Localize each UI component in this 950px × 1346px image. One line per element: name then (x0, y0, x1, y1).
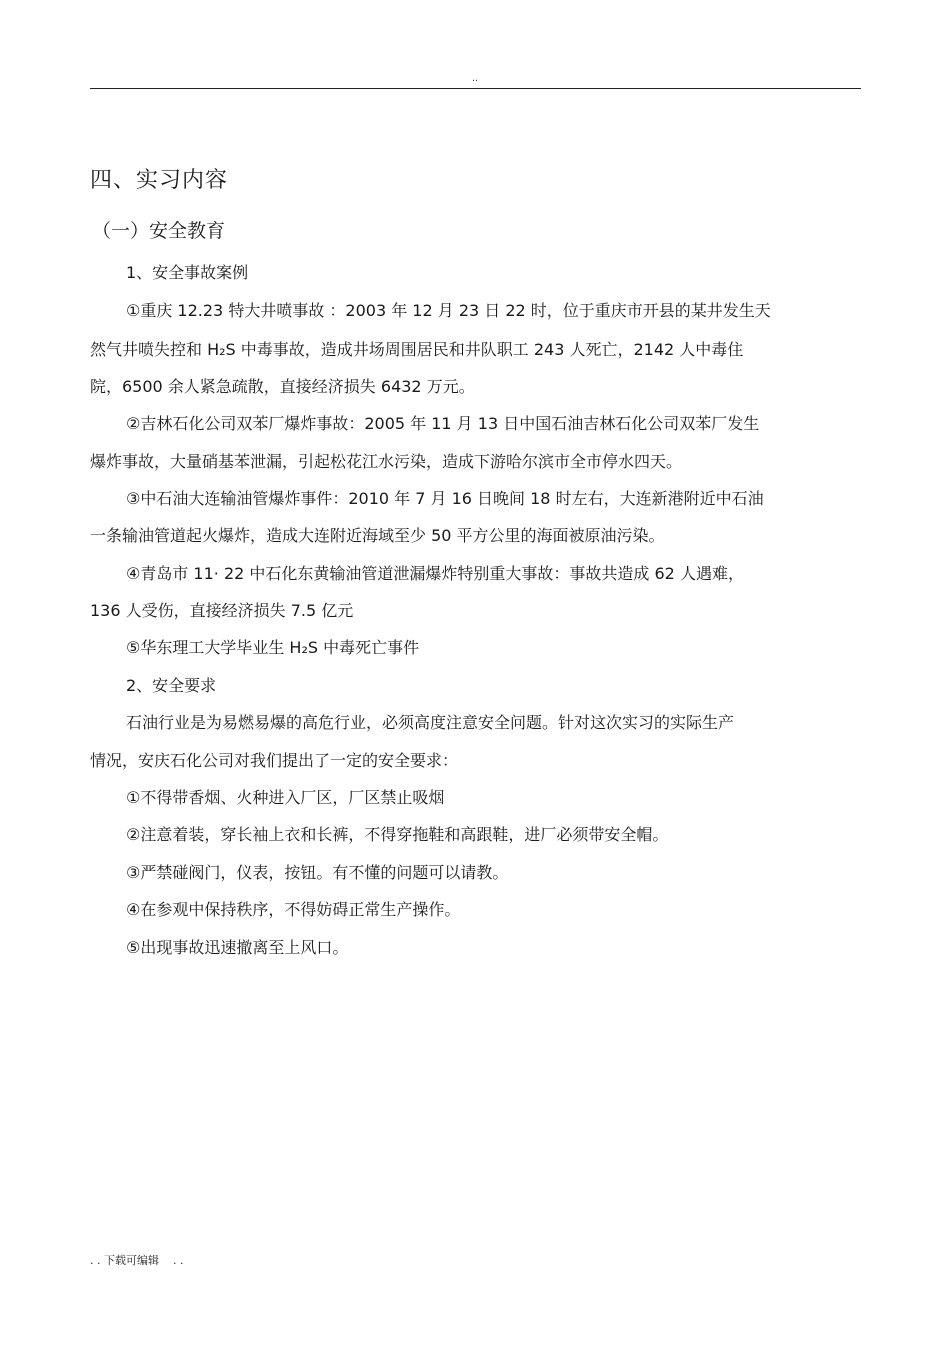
list-item: ①不得带香烟、火种进入厂区，厂区禁止吸烟 (126, 788, 445, 807)
paragraph-line: ②吉林石化公司双苯厂爆炸事故：2005 年 11 月 13 日中国石油吉林石化公司双苯厂发生 (126, 414, 760, 433)
header-mark: .. (471, 73, 479, 84)
paragraph-line: 然气井喷失控和 H₂S 中毒事故，造成井场周围居民和井队职工 243 人死亡，2142 人中毒住 (90, 340, 744, 359)
header-rule (90, 88, 861, 89)
list-item: ⑤出现事故迅速撤离至上风口。 (126, 938, 349, 957)
paragraph-line: 爆炸事故，大量硝基苯泄漏，引起松花江水污染，造成下游哈尔滨市全市停水四天。 (90, 452, 683, 471)
paragraph-line: 一条输油管道起火爆炸，造成大连附近海域至少 50 平方公里的海面被原油污染。 (90, 526, 665, 545)
list-item: ④在参观中保持秩序，不得妨碍正常生产操作。 (126, 900, 461, 919)
paragraph-line: ⑤华东理工大学毕业生 H₂S 中毒死亡事件 (126, 638, 420, 657)
section-heading: 四、实习内容 (90, 168, 229, 193)
paragraph-line: 136 人受伤，直接经济损失 7.5 亿元 (90, 601, 354, 620)
paragraph-line: ③中石油大连输油管爆炸事件：2010 年 7 月 16 日晚间 18 时左右，大连新港附近中石油 (126, 489, 764, 508)
paragraph-line: 院，6500 余人紧急疏散，直接经济损失 6432 万元。 (90, 377, 475, 396)
item-heading-safety-requirements: 2、安全要求 (126, 676, 217, 695)
subsection-heading: （一）安全教育 (92, 220, 226, 242)
item-heading-accident-cases: 1、安全事故案例 (126, 263, 249, 282)
paragraph-line: ④青岛市 11· 22 中石化东黄输油管道泄漏爆炸特别重大事故：事故共造成 62 人遇难， (126, 564, 744, 583)
paragraph-line: ①重庆 12.23 特大井喷事故 ：2003 年 12 月 23 日 22 时，位于重庆市开县的某井发生天 (126, 301, 771, 320)
paragraph-line: 石油行业是为易燃易爆的高危行业，必须高度注意安全问题。针对这次实习的实际生产 (126, 713, 735, 732)
list-item: ③严禁碰阀门，仪表，按钮。有不懂的问题可以请教。 (126, 863, 509, 882)
footer-note: . . 下载可编辑 . . (90, 1254, 184, 1267)
list-item: ②注意着装，穿长袖上衣和长裤，不得穿拖鞋和高跟鞋，进厂必须带安全帽。 (126, 825, 669, 844)
paragraph-line: 情况，安庆石化公司对我们提出了一定的安全要求： (90, 751, 459, 770)
